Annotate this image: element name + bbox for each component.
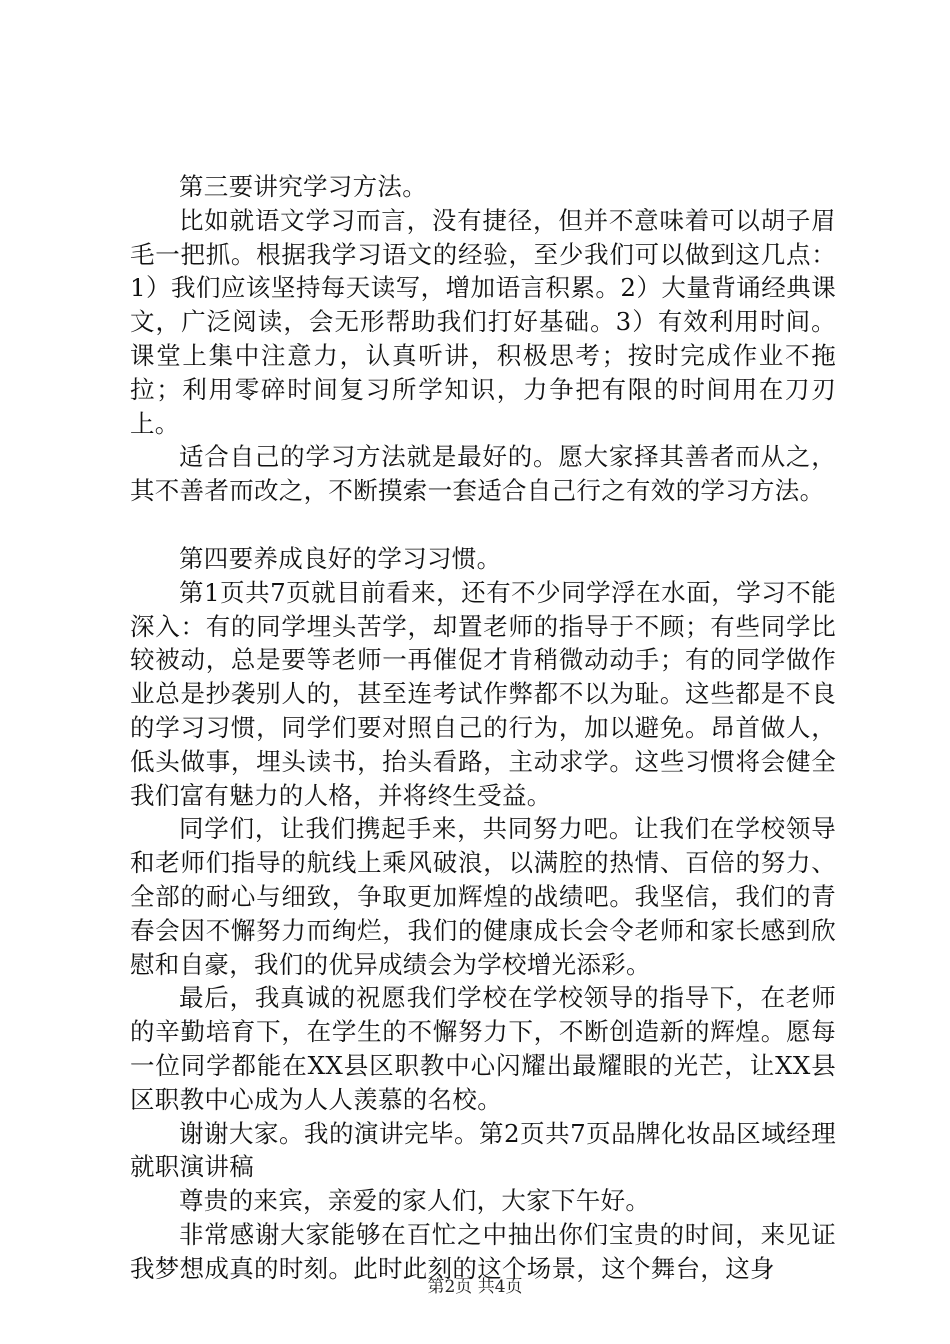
- paragraph-bad-habits: 第1页共7页就目前看来，还有不少同学浮在水面，学习不能深入：有的同学埋头苦学，却置老师的指导于不顾；有些同学比较被动，总是要等老师一再催促才肯稍微动动手；有的同学做作业总是抄袭别人的，甚至连考试作弊都不以为耻。这些都是不良的学习习惯，同学们要对照自己的行为，加以避免。昂首做人，低头做事，埋头读书，抬头看路，主动求学。这些习惯将会健全我们富有魅力的人格，并将终生受益。: [130, 577, 836, 810]
- page-footer: 第2页 共4页: [427, 1277, 523, 1297]
- paragraph-method-heading: 第三要讲究学习方法。: [179, 172, 427, 201]
- paragraph-suitable-method: 适合自己的学习方法就是最好的。愿大家择其善者而从之，其不善者而改之，不断摸索一套适合自己行之有效的学习方法。: [130, 442, 836, 506]
- paragraph-join-hands: 同学们，让我们携起手来，共同努力吧。让我们在学校领导和老师们指导的航线上乘风破浪，以满腔的热情、百倍的努力、全部的耐心与细致，争取更加辉煌的战绩吧。我坚信，我们的青春会因不懈努力而绚烂，我们的健康成长会令老师和家长感到欣慰和自豪，我们的优异成绩会为学校增光添彩。: [130, 814, 836, 979]
- paragraph-chinese-study: 比如就语文学习而言，没有捷径，但并不意味着可以胡子眉毛一把抓。根据我学习语文的经验，至少我们可以做到这几点：1）我们应该坚持每天读写，增加语言积累。2）大量背诵经典课文，广泛阅读，会无形帮助我们打好基础。3）有效利用时间。课堂上集中注意力，认真听讲，积极思考；按时完成作业不拖拉；利用零碎时间复习所学知识，力争把有限的时间用在刀刃上。: [130, 205, 836, 438]
- paragraph-gratitude: 非常感谢大家能够在百忙之中抽出你们宝贵的时间，来见证我梦想成真的时刻。此时此刻的这个场景，这个舞台，这身: [130, 1219, 836, 1283]
- document-body: [130, 170, 836, 1286]
- paragraph-thanks: 谢谢大家。我的演讲完毕。第2页共7页品牌化妆品区域经理就职演讲稿: [130, 1118, 836, 1182]
- paragraph-gap: [130, 508, 836, 542]
- paragraph-final-wishes: 最后，我真诚的祝愿我们学校在学校领导的指导下，在老师的辛勤培育下，在学生的不懈努力下，不断创造新的辉煌。愿每一位同学都能在XX县区职教中心闪耀出最耀眼的光芒，让XX县区职教中心成为人人羡慕的名校。: [130, 983, 836, 1114]
- paragraph-greeting: 尊贵的来宾，亲爱的家人们，大家下午好。: [179, 1186, 651, 1216]
- paragraph-habit-heading: 第四要养成良好的学习习惯。: [179, 543, 502, 573]
